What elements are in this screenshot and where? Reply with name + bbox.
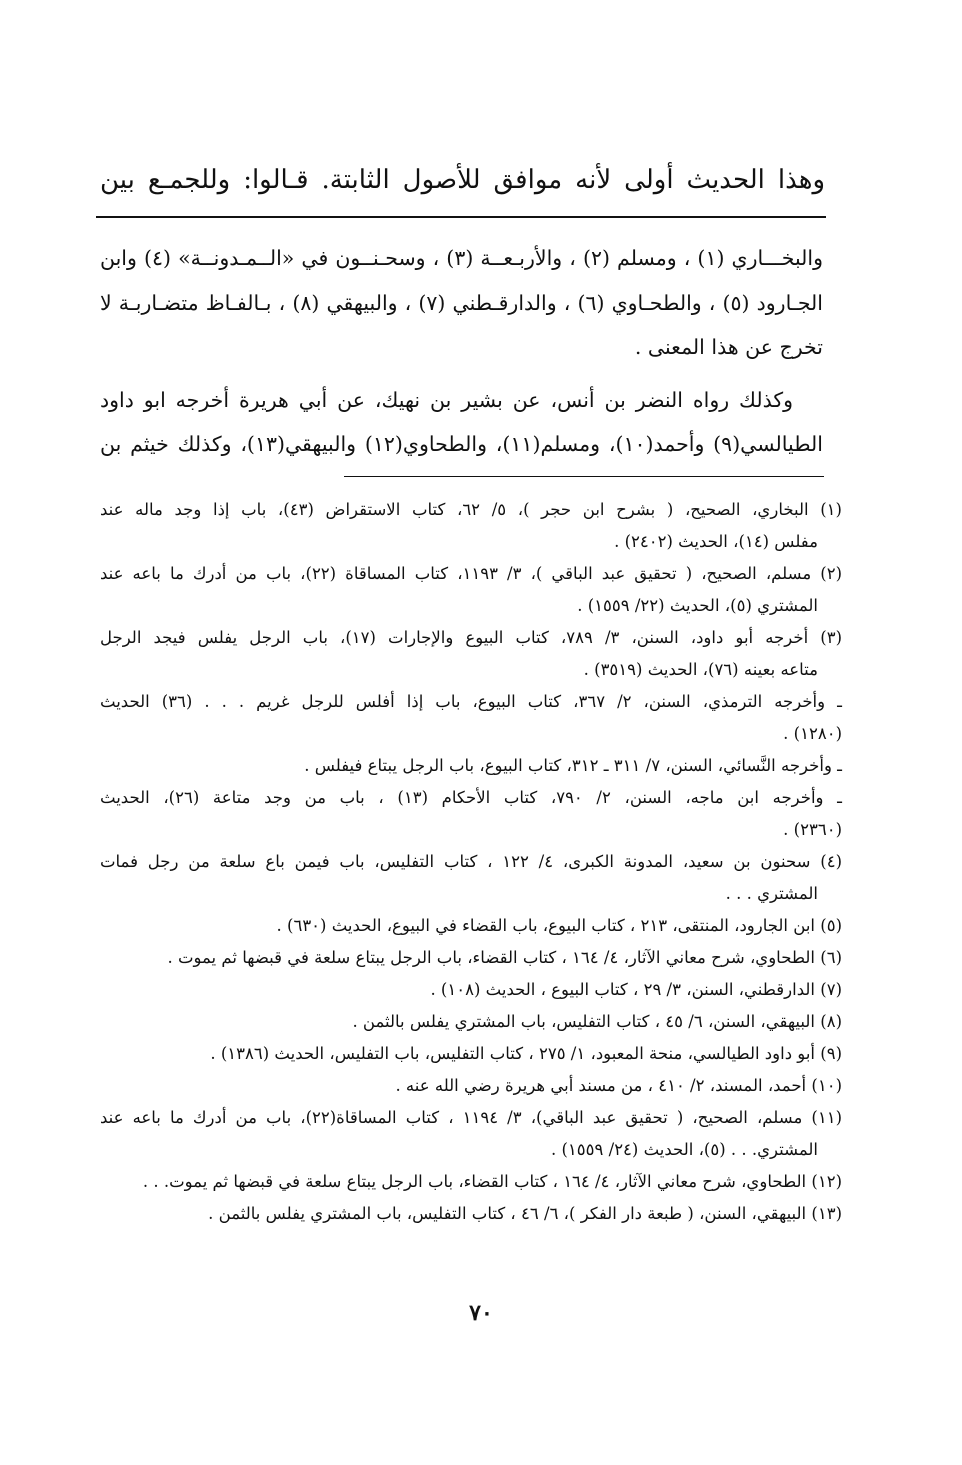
footnote-line: ـ وأخرجه النَّسائي، السنن، ٧/ ٣١١ ـ ٣١٢، كتاب البيوع، باب الرجل يبتاع فيفلس . bbox=[304, 756, 842, 775]
footnote-line: (١٣) البيهقي، السنن، ( طبعة دار الفكر )، ٦/ ٤٦ ، كتاب التفليس، باب المشتري يفلس بالثمن . bbox=[208, 1204, 842, 1223]
page-number: ٧٠ bbox=[469, 1300, 493, 1326]
footnotes bbox=[100, 494, 842, 1230]
footnote-10 bbox=[100, 1070, 842, 1102]
footnote-line: (٢) مسلم، الصحيح، ( تحقيق عبد الباقي )، ٣/ ١١٩٣، كتاب المساقاة (٢٢)، باب من أدرك ما باعه عند bbox=[100, 564, 842, 583]
footnote-9 bbox=[100, 1038, 842, 1070]
footnote-3-ibn-majah bbox=[100, 782, 842, 846]
main-text bbox=[100, 236, 823, 467]
footnote-line: (١٠) أحمد، المسند، ٢/ ٤١٠ ، من مسند أبي هريرة رضي الله عنه . bbox=[395, 1076, 842, 1095]
header-rule bbox=[96, 216, 826, 218]
footnote-line: المشتري. . . (٥)، الحديث (٢٤/ ١٥٥٩) . bbox=[550, 1140, 818, 1159]
footnote-3-nasai bbox=[100, 750, 842, 782]
running-header: وهذا الحديث أولى لأنه موافق للأصول الثابتة. قـالوا: وللجمـع بين bbox=[100, 165, 826, 195]
footnote-line: (١) البخاري، الصحيح، ( بشرح ابن حجر )، ٥/ ٦٢، كتاب الاستقراض (٤٣)، باب إذا وجد ماله عند bbox=[100, 500, 842, 519]
footnote-line: (١٢) الطحاوي، شرح معاني الآثار، ٤/ ١٦٤ ، كتاب القضاء، باب الرجل يبتاع سلعة في قبضها ثم يموت. . . bbox=[142, 1172, 842, 1191]
footnote-7 bbox=[100, 974, 842, 1006]
footnote-line: مفلس (١٤)، الحديث (٢٤٠٢) . bbox=[614, 532, 818, 551]
footnote-line: (٩) أبو داود الطيالسي، منحة المعبود، ١/ ٢٧٥ ، كتاب التفليس، باب التفليس، الحديث (١٣٨٦) . bbox=[210, 1044, 842, 1063]
footnote-line: ـ وأخرجه ابن ماجه، السنن، ٢/ ٧٩٠، كتاب الأحكام (١٣) ، باب من وجد متاعة (٢٦)، الحديث bbox=[100, 788, 842, 807]
main-text-line: تخرج عن هذا المعنى . bbox=[634, 335, 823, 359]
footnote-line: (٢٣٦٠) . bbox=[783, 820, 842, 839]
footnote-rule bbox=[344, 476, 824, 477]
footnote-line: (٨) البيهقي، السنن، ٦/ ٤٥ ، كتاب التفليس، باب المشتري يفلس بالثمن . bbox=[352, 1012, 842, 1031]
footnote-line: (٥) ابن الجارود، المنتقى، ٢١٣ ، كتاب البيوع، باب القضاء في البيوع، الحديث (٦٣٠) . bbox=[276, 916, 842, 935]
footnote-3-tirmidhi bbox=[100, 686, 842, 750]
footnote-6 bbox=[100, 942, 842, 974]
footnote-line: (١٢٨٠) . bbox=[783, 724, 842, 743]
footnote-11 bbox=[100, 1102, 842, 1166]
footnote-12 bbox=[100, 1166, 842, 1198]
main-text-line: وكذلك رواه النضر بن أنس، عن بشير بن نهيك، عن أبي هريرة أخرجه ابو داود bbox=[100, 387, 793, 412]
footnote-8 bbox=[100, 1006, 842, 1038]
footnote-line: ـ وأخرجه الترمذي، السنن، ٢/ ٣٦٧، كتاب البيوع، باب إذا أفلس للرجل غريم . . . (٣٦) الحديث bbox=[100, 692, 842, 711]
footnote-13 bbox=[100, 1198, 842, 1230]
footnote-4 bbox=[100, 846, 842, 910]
main-text-line: والبخـــاري (١) ، ومسلم (٢) ، والأربـعــة (٣) ، وسحـنــون في «الــمـدونــة» (٤) وابن bbox=[100, 246, 823, 270]
footnote-line: (٤) سحنون بن سعيد، المدونة الكبرى، ٤/ ١٢٢ ، كتاب التفليس، باب فيمن باع سلعة من رجل فمات bbox=[100, 852, 842, 871]
footnote-line: المشتري . . . bbox=[725, 884, 818, 903]
footnote-2 bbox=[100, 558, 842, 622]
footnote-line: (١١) مسلم، الصحيح، ( تحقيق عبد الباقي)، ٣/ ١١٩٤ ، كتاب المساقاة(٢٢)، باب من أدرك ما باعه عند bbox=[100, 1108, 842, 1127]
footnote-3 bbox=[100, 622, 842, 686]
footnote-1 bbox=[100, 494, 842, 558]
footnote-line: متاعه بعينه (٧٦)، الحديث (٣٥١٩) . bbox=[583, 660, 818, 679]
footnote-line: (٧) الدارقطني، السنن، ٣/ ٢٩ ، كتاب البيوع ، الحديث (١٠٨) . bbox=[430, 980, 842, 999]
footnote-5 bbox=[100, 910, 842, 942]
main-text-line: الطيالسي(٩) وأحمد(١٠)، ومسلم(١١)، والطحاوي(١٢) والبيهقي(١٣)، وكذلك خيثم بن bbox=[100, 432, 823, 456]
main-text-line: الجـارود (٥) ، والطحـاوي (٦) ، والدارقـطني (٧) ، والبيهقي (٨) ، بـالفـاظ متضـاربـة لا bbox=[100, 290, 823, 315]
footnote-line: (٣) أخرجه أبو داود، السنن، ٣/ ٧٨٩، كتاب البيوع والإجارات (١٧)، باب الرجل يفلس فيجد الرجل bbox=[100, 628, 842, 647]
footnote-line: (٦) الطحاوي، شرح معاني الآثار، ٤/ ١٦٤ ، كتاب القضاء، باب الرجل يبتاع سلعة في قبضها ثم يموت . bbox=[167, 948, 842, 967]
footnote-line: المشتري (٥)، الحديث (٢٢/ ١٥٥٩) . bbox=[577, 596, 818, 615]
